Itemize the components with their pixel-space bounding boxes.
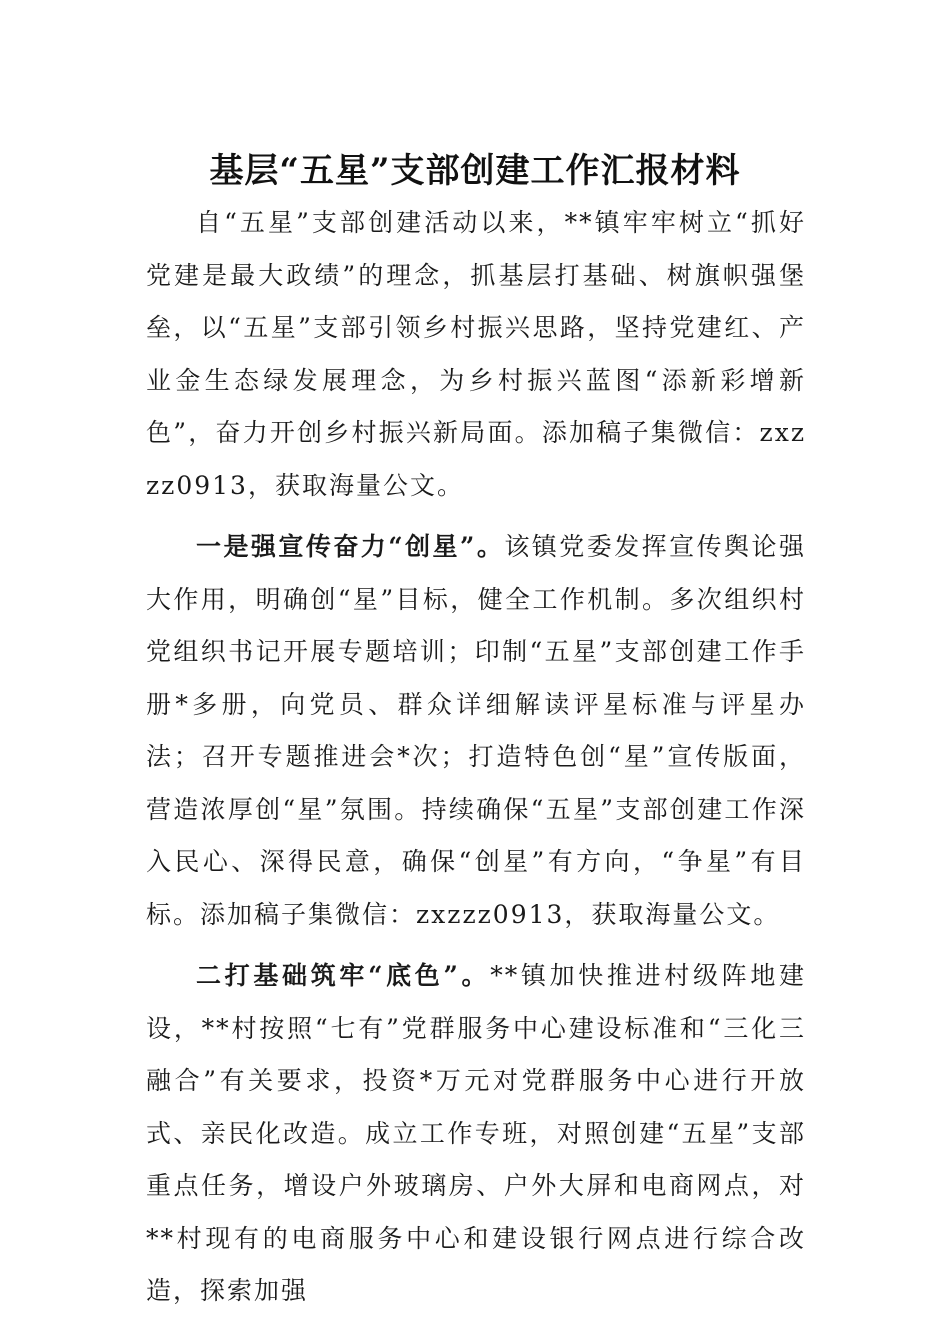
paragraph-text: **镇加快推进村级阵地建设，**村按照“七有”党群服务中心建设标准和“三化三融合”有关要求，投资*万元对党群服务中心进行开放式、亲民化改造。成立工作专班，对照创建“五星”支部重点任务，增设户外玻璃房、户外大屏和电商网点，对**村现有的电商服务中心和建设银行网点进行综合改造，探索加强 bbox=[146, 961, 806, 1305]
paragraph-text: 自“五星”支部创建活动以来，**镇牢牢树立“抓好党建是最大政绩”的理念，抓基层打基础、树旗帜强堡垒，以“五星”支部引领乡村振兴思路，坚持党建红、产业金生态绿发展理念，为乡村振兴蓝图“添新彩增新色”，奋力开创乡村振兴新局面。添加稿子集微信：zxzzz0913，获取海量公文。 bbox=[146, 208, 806, 500]
section-heading: 二打基础筑牢“底色”。 bbox=[196, 961, 491, 990]
paragraph-text: 该镇党委发挥宣传舆论强大作用，明确创“星”目标，健全工作机制。多次组织村党组织书记开展专题培训；印制“五星”支部创建工作手册*多册，向党员、群众详细解读评星标准与评星办法；召开专题推进会*次；打造特色创“星”宣传版面，营造浓厚创“星”氛围。持续确保“五星”支部创建工作深入民心、深得民意，确保“创星”有方向，“争星”有目标。添加稿子集微信：zxzzz0913，获取海量公文。 bbox=[146, 532, 806, 929]
section-heading: 一是强宣传奋力“创星”。 bbox=[196, 532, 505, 561]
paragraph-section-2 bbox=[146, 950, 806, 1318]
paragraph-section-1 bbox=[146, 521, 806, 941]
paragraph-intro bbox=[146, 197, 806, 512]
document-body bbox=[146, 197, 806, 1318]
page-title: 基层“五星”支部创建工作汇报材料 bbox=[209, 150, 741, 191]
